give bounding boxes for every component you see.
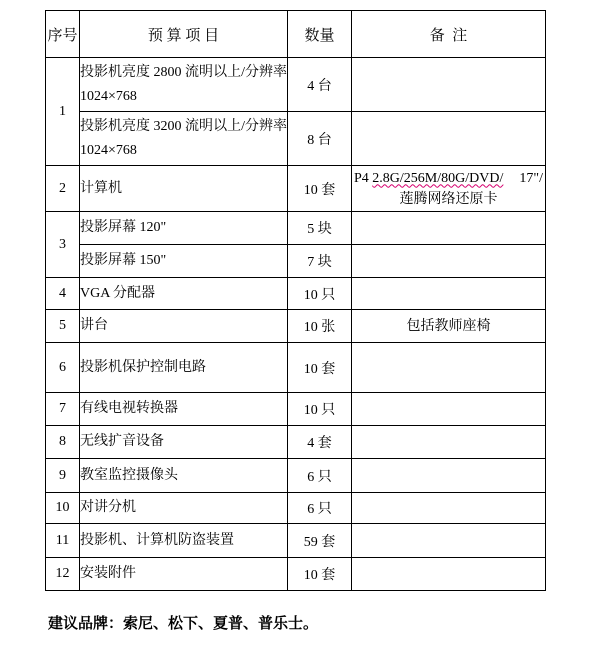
row-no-cell: 3 xyxy=(46,212,80,278)
remark-cell xyxy=(352,524,546,558)
table-row xyxy=(46,58,546,112)
table-row xyxy=(46,558,546,591)
qty-cell: 6 只 xyxy=(288,459,352,493)
table-row xyxy=(46,343,546,393)
qty-cell: 10 只 xyxy=(288,393,352,426)
qty-cell: 10 套 xyxy=(288,166,352,212)
row-no-cell: 4 xyxy=(46,278,80,310)
header-item: 预 算 项 目 xyxy=(80,11,288,58)
remark-cell xyxy=(352,212,546,245)
qty-cell: 8 台 xyxy=(288,112,352,166)
spellcheck-underline: 2.8G/256M/80G/DVD/ xyxy=(372,170,504,186)
table-header-row xyxy=(46,11,546,58)
item-cell: 无线扩音设备 xyxy=(80,426,288,459)
item-cell: 安装附件 xyxy=(80,558,288,591)
qty-cell: 6 只 xyxy=(288,493,352,524)
qty-cell: 10 只 xyxy=(288,278,352,310)
item-cell: 讲台 xyxy=(80,310,288,343)
remark-cell xyxy=(352,278,546,310)
qty-cell: 4 台 xyxy=(288,58,352,112)
brand-suggestion-note: 建议品牌：索尼、松下、夏普、普乐士。 xyxy=(48,616,319,632)
qty-cell: 7 块 xyxy=(288,245,352,278)
qty-cell: 5 块 xyxy=(288,212,352,245)
header-qty: 数量 xyxy=(288,11,352,58)
table-row xyxy=(46,245,546,278)
row-no-cell: 10 xyxy=(46,493,80,524)
table-row xyxy=(46,459,546,493)
remark-cell xyxy=(352,245,546,278)
table-row xyxy=(46,166,546,212)
item-cell: 投影机亮度 2800 流明以上/分辨率 1024×768 xyxy=(80,58,288,112)
item-cell: 投影机保护控制电路 xyxy=(80,343,288,393)
budget-table xyxy=(45,10,546,591)
item-cell: 有线电视转换器 xyxy=(80,393,288,426)
computer-spec-line xyxy=(352,168,545,189)
remark-cell xyxy=(352,343,546,393)
qty-cell: 4 套 xyxy=(288,426,352,459)
row-no-cell: 6 xyxy=(46,343,80,393)
item-cell: VGA 分配器 xyxy=(80,278,288,310)
table-row xyxy=(46,212,546,245)
item-cell: 投影机亮度 3200 流明以上/分辨率 1024×768 xyxy=(80,112,288,166)
computer-spec-line2: 莲腾网络还原卡 xyxy=(399,191,498,207)
row-no-cell: 1 xyxy=(46,58,80,166)
qty-cell: 10 套 xyxy=(288,343,352,393)
qty-cell: 59 套 xyxy=(288,524,352,558)
header-no: 序号 xyxy=(46,11,80,58)
item-cell: 投影机、计算机防盗装置 xyxy=(80,524,288,558)
remark-cell xyxy=(352,166,546,212)
item-cell: 投影屏幕 120" xyxy=(80,212,288,245)
row-no-cell: 8 xyxy=(46,426,80,459)
qty-cell: 10 张 xyxy=(288,310,352,343)
header-remark: 备 注 xyxy=(352,11,546,58)
spec-left: P4 2.8G/256M/80G/DVD/ xyxy=(354,170,504,186)
table-row xyxy=(46,426,546,459)
row-no-cell: 11 xyxy=(46,524,80,558)
table-row xyxy=(46,310,546,343)
row-no-cell: 12 xyxy=(46,558,80,591)
remark-cell xyxy=(352,558,546,591)
remark-cell xyxy=(352,58,546,112)
item-cell: 对讲分机 xyxy=(80,493,288,524)
row-no-cell: 9 xyxy=(46,459,80,493)
remark-cell xyxy=(352,426,546,459)
row-no-cell: 7 xyxy=(46,393,80,426)
item-cell: 教室监控摄像头 xyxy=(80,459,288,493)
remark-cell xyxy=(352,112,546,166)
row-no-cell: 5 xyxy=(46,310,80,343)
table-row xyxy=(46,278,546,310)
table-row xyxy=(46,493,546,524)
remark-cell xyxy=(352,393,546,426)
remark-cell: 包括教师座椅 xyxy=(352,310,546,343)
remark-cell xyxy=(352,459,546,493)
table-row xyxy=(46,112,546,166)
remark-cell xyxy=(352,493,546,524)
row-no-cell: 2 xyxy=(46,166,80,212)
table-row xyxy=(46,393,546,426)
table-row xyxy=(46,524,546,558)
spec-right: 17"/ xyxy=(519,170,543,186)
item-cell: 计算机 xyxy=(80,166,288,212)
qty-cell: 10 套 xyxy=(288,558,352,591)
item-cell: 投影屏幕 150" xyxy=(80,245,288,278)
